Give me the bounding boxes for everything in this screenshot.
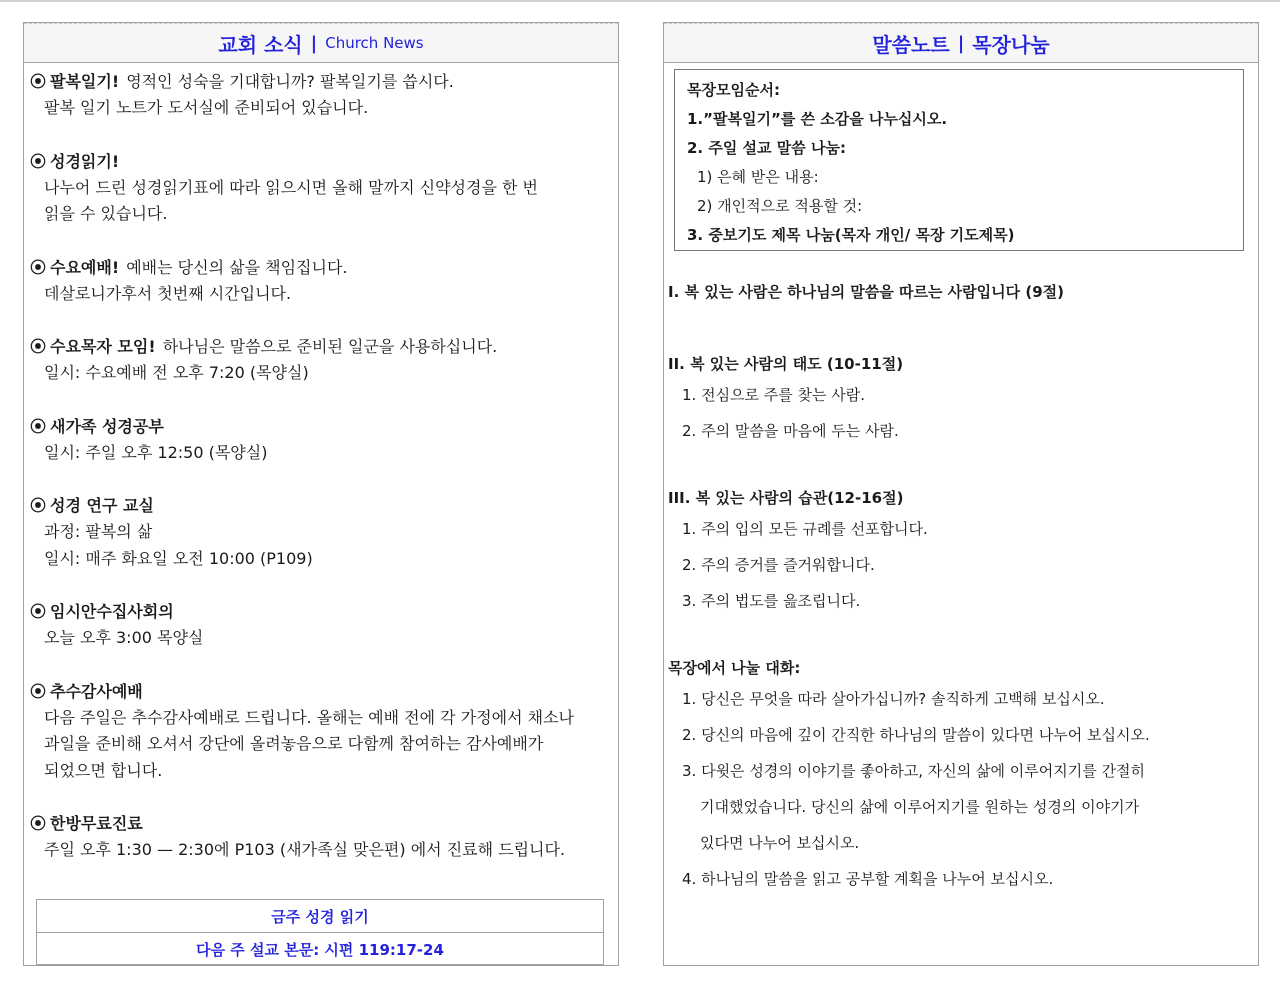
discussion-point: 2. 당신의 마음에 깊이 간직한 하나님의 말씀이 있다면 나누어 보십시오. [682,726,1150,744]
bullet-icon: ⦿ [30,257,47,277]
meeting-order-item: 1.”팔복일기”를 쓴 소감을 나누십시오. [687,110,948,128]
weekly-reading-title: 금주 성경 읽기 [37,900,603,933]
bullet-icon: ⦿ [30,416,47,436]
sermon-section-title: I. 복 있는 사람은 하나님의 말씀을 따르는 사람입니다 (9절) [668,283,1064,301]
sermon-outline [668,279,1248,897]
news-item [30,255,610,308]
meeting-order-box [674,69,1244,251]
church-news-title: 교회 소식 [218,32,303,57]
bullet-icon: ⦿ [30,814,47,833]
meeting-order-subitem: 1) 은혜 받은 내용: [697,168,819,186]
news-item [30,679,610,785]
news-item-title: 수요예배! [50,257,120,277]
news-item-tail: 하나님은 말씀으로 준비된 일군을 사용하십니다. [157,337,498,356]
news-item-line: 일시: 수요예배 전 오후 7:20 (목양실) [44,363,309,382]
news-item-tail: 영적인 성숙을 기대합니까? 팔복일기를 씁시다. [121,72,454,91]
sermon-section-title: III. 복 있는 사람의 습관(12-16절) [668,489,904,507]
bible-reading-box [36,899,604,965]
news-item-line: 팔복 일기 노트가 도서실에 준비되어 있습니다. [44,98,369,117]
header-separator: | [957,32,965,54]
next-sermon-text: 다음 주 설교 본문: 시편 119:17-24 [196,940,444,959]
sermon-point: 1. 주의 입의 모든 규례를 선포합니다. [682,520,928,538]
news-item [30,493,610,572]
sermon-point: 2. 주의 말씀을 마음에 두는 사람. [682,422,899,440]
news-item [30,599,610,652]
news-item [30,414,610,467]
news-item-line: 일시: 매주 화요일 오전 10:00 (P109) [44,548,313,568]
news-item-line: 읽을 수 있습니다. [44,204,168,223]
meeting-order-item: 2. 주일 설교 말씀 나눔: [687,139,846,157]
news-item-tail: 예배는 당신의 삶을 책임집니다. [121,257,348,277]
news-item-line: 오늘 오후 3:00 목양실 [44,628,204,647]
news-item-title: 수요목자 모임! [50,337,156,356]
bullet-icon: ⦿ [30,681,47,701]
news-item [30,334,610,387]
cell-sharing-title: 목장나눔 [972,32,1050,57]
meeting-order-item: 3. 중보기도 제목 나눔(목자 개인/ 목장 기도제목) [687,226,1015,244]
church-news-panel [23,22,619,966]
news-item-line: 데살로니가후서 첫번째 시간입니다. [44,283,292,303]
news-item-title: 임시안수집사회의 [50,602,174,621]
discussion-point-continued: 있다면 나누어 보십시오. [700,834,860,852]
bullet-icon: ⦿ [30,151,47,171]
news-item [30,811,610,864]
bullet-icon: ⦿ [30,72,47,91]
top-divider [0,0,1280,2]
discussion-title: 목장에서 나눌 대화: [668,659,801,677]
discussion-point-continued: 기대했었습니다. 당신의 삶에 이루어지기를 원하는 성경의 이야기가 [700,798,1140,816]
sermon-note-panel [663,22,1259,966]
church-news-subtitle: Church News [325,34,424,52]
bullet-icon: ⦿ [30,337,47,356]
news-item-title: 성경읽기! [50,151,120,171]
news-item [30,149,610,228]
news-item-line: 나누어 드린 성경읽기표에 따라 읽으시면 올해 말까지 신약성경을 한 번 [44,177,538,197]
sermon-note-header [664,23,1258,63]
news-item-line: 다음 주일은 추수감사예배로 드립니다. 올해는 예배 전에 각 가정에서 채소나 [44,707,574,727]
news-item-title: 추수감사예배 [50,681,143,701]
sermon-section-title: II. 복 있는 사람의 태도 (10-11절) [668,355,904,373]
header-separator: | [310,32,318,54]
news-item-line: 일시: 주일 오후 12:50 (목양실) [44,442,268,462]
news-item [30,69,610,122]
sermon-point: 3. 주의 법도를 읊조립니다. [682,592,861,610]
news-item-title: 한방무료진료 [50,814,143,833]
meeting-order-heading: 목장모임순서: [687,81,780,99]
news-item-title: 성경 연구 교실 [50,496,154,515]
news-list [30,69,610,864]
discussion-point: 1. 당신은 무엇을 따라 살아가십니까? 솔직하게 고백해 보십시오. [682,690,1105,708]
sermon-point: 1. 전심으로 주를 찾는 사람. [682,386,866,404]
news-item-line: 과정: 팔복의 삶 [44,522,153,541]
discussion-point: 4. 하나님의 말씀을 읽고 공부할 계획을 나누어 보십시오. [682,870,1054,888]
news-item-title: 새가족 성경공부 [50,416,164,436]
bullet-icon: ⦿ [30,496,47,515]
news-item-line: 되었으면 합니다. [44,760,163,780]
bullet-icon: ⦿ [30,602,47,621]
sermon-note-title: 말씀노트 [872,32,950,57]
news-item-title: 팔복일기! [50,72,120,91]
news-item-line: 과일을 준비해 오셔서 강단에 올려놓음으로 다함께 참여하는 감사예배가 [44,734,544,753]
discussion-point: 3. 다윗은 성경의 이야기를 좋아하고, 자신의 삶에 이루어지기를 간절히 [682,762,1145,780]
sermon-point: 2. 주의 증거를 즐거워합니다. [682,556,875,574]
church-news-header [24,23,618,63]
news-item-line: 주일 오후 1:30 — 2:30에 P103 (새가족실 맞은편) 에서 진료해 드립니다. [44,840,566,859]
meeting-order-subitem: 2) 개인적으로 적용할 것: [697,197,863,215]
